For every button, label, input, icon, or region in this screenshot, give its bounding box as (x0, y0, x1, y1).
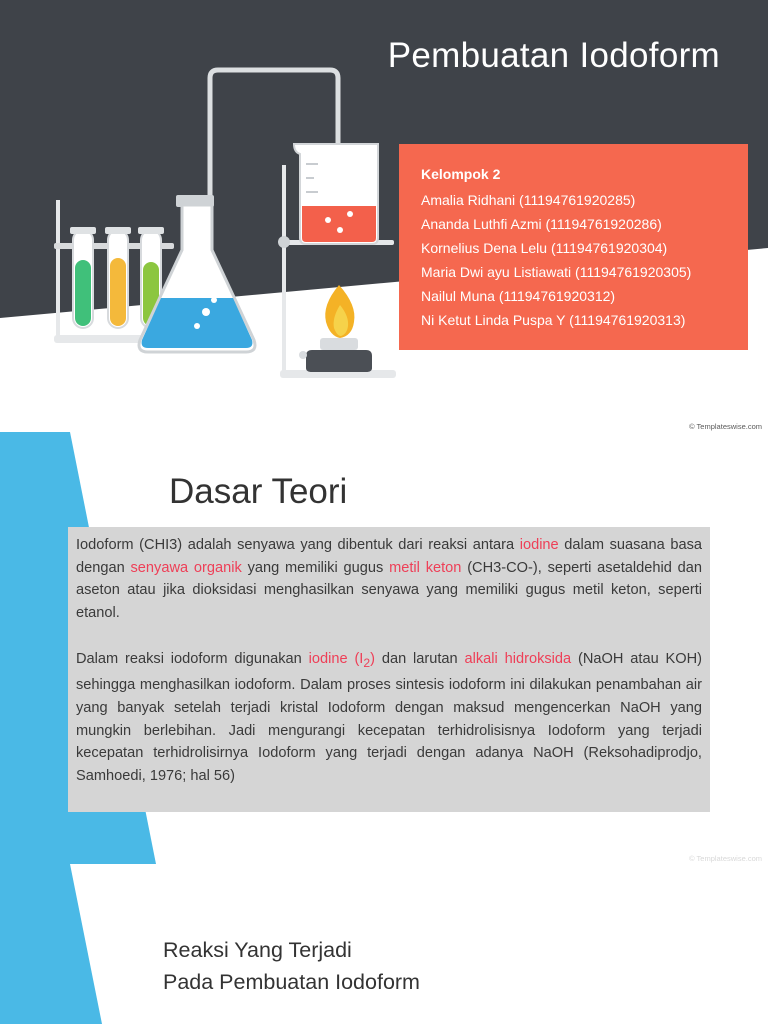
theory-paragraph-1 (76, 534, 702, 625)
text-segment: Dalam reaksi iodoform digunakan (76, 650, 309, 667)
highlight-subscript: 2 (363, 655, 371, 670)
text-segment: Iodoform (CHI3) adalah senyawa yang dibentuk dari reaksi antara (76, 537, 520, 553)
section-heading: Dasar Teori (169, 472, 348, 511)
highlight-term: iodine (I (308, 650, 364, 667)
beaker-icon (294, 144, 378, 244)
member-1: Amalia Ridhani (11194761920285) (421, 192, 636, 208)
text-segment: dalam suasana basa dengan (76, 537, 702, 576)
theory-text-box (68, 527, 710, 812)
template-credit: © Templateswise.com (689, 422, 762, 431)
presentation-title: Pembuatan Iodoform (387, 36, 720, 75)
text-segment: (NaOH atau KOH) sehingga menghasilkan iodoform. Dalam proses sintesis iodoform ini dilakukan penambahan air yang banyak setelah terjadi kristal Iodoform dengan maksud mengencerkan NaOH yang mungkin berlebihan. Jadi mengurangi kecepatan terhidrolisisnya Iodoform yang terjadi kecepatan terhidrolisirnya Iodoform yang terjadi dengan adanya NaOH (Reksohadiprodjo, Samhoedi, 1976; hal 56) (76, 650, 703, 784)
member-5: Nailul Muna (11194761920312) (421, 288, 616, 304)
highlight-term: alkali hidroksida (464, 650, 572, 667)
highlight-term: ) (370, 650, 375, 667)
group-heading: Kelompok 2 (421, 166, 501, 182)
template-credit: © Templateswise.com (689, 854, 762, 863)
slide-title-text (163, 934, 420, 998)
highlight-term: senyawa organik (130, 559, 242, 576)
burner-flame-icon (299, 285, 372, 372)
text-segment: (CH3-CO-), seperti asetaldehid dan aseton atau jika dioksidasi menghasilkan senyawa yang memiliki gugus metil keton, seperti etanol. (76, 559, 702, 622)
text-segment: yang memiliki gugus (241, 559, 390, 576)
blue-accent-shape (0, 864, 110, 1024)
title-line-1: Reaksi Yang Terjadi (163, 938, 352, 962)
theory-paragraph-2 (76, 648, 702, 788)
slide-title (0, 0, 768, 432)
slide-dasar-teori (0, 432, 768, 864)
slide-reaksi (0, 864, 768, 1024)
highlight-term: metil keton (389, 559, 462, 576)
title-line-2: Pada Pembuatan Iodoform (163, 970, 420, 994)
member-6: Ni Ketut Linda Puspa Y (11194761920313) (421, 312, 686, 328)
highlight-term: iodine (519, 537, 559, 553)
member-3: Kornelius Dena Lelu (11194761920304) (421, 240, 668, 256)
lab-illustration (0, 0, 400, 400)
member-4: Maria Dwi ayu Listiawati (11194761920305) (421, 264, 692, 280)
text-segment: dan larutan (375, 650, 465, 667)
member-2: Ananda Luthfi Azmi (11194761920286) (421, 216, 662, 232)
group-members-box (399, 144, 748, 350)
